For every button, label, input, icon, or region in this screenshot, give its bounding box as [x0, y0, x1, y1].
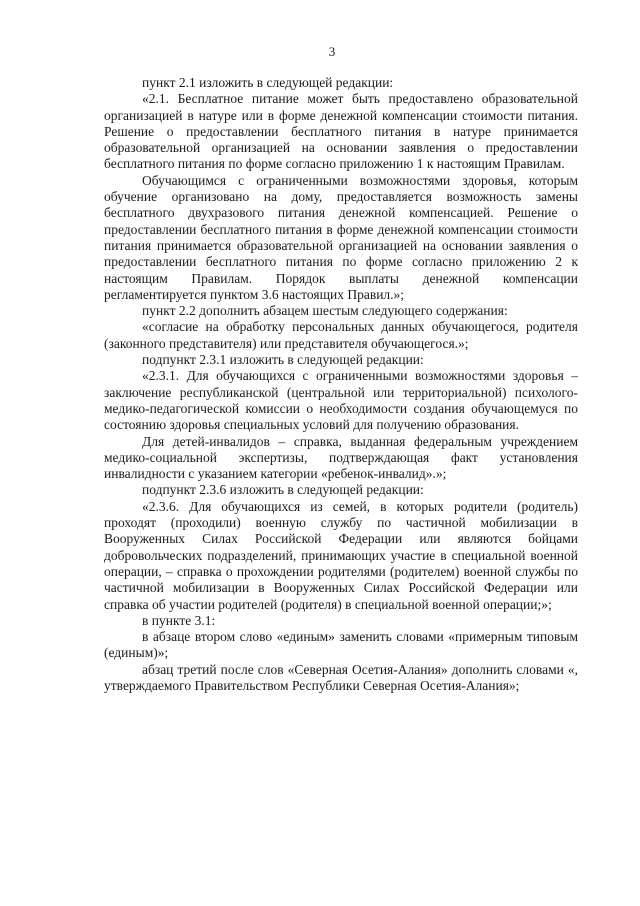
- paragraph-2-3-6-text: «2.3.6. Для обучающихся из семей, в которых родители (родитель) проходят (проходили) военную службу по частичной мобилизации в Вооруженных Силах Российской Федерации или являются бойцами добровольческих подразделений, принимающих участие в специальной военной операции, – справка о прохождении родителями (родителем) военной службы по частичной мобилизации в Вооруженных Силах Российской Федерации или справка об участии родителей (родителя) в специальной военной операции;»;: [104, 498, 578, 612]
- paragraph-2-1-home-education: Обучающимся с ограниченными возможностями здоровья, которым обучение организовано на дому, предоставляется возможность замены бесплатного двухразового питания денежной компенсацией. Решение о предоставлении бесплатного питания в форме денежной компенсации стоимости питания принимается образовательной организацией на основании заявления о предоставлении бесплатного питания по форме согласно приложению 2 к настоящим Правилам. Порядок выплаты денежной компенсации регламентируется пунктом 3.6 настоящих Правил.»;: [104, 172, 578, 302]
- paragraph-2-3-1-disabled-children: Для детей-инвалидов – справка, выданная федеральным учреждением медико-социальной экспертизы, подтверждающая факт установления инвалидности с указанием категории «ребенок-инвалид».»;: [104, 433, 578, 482]
- paragraph-amend-2-3-6: подпункт 2.3.6 изложить в следующей редакции:: [142, 482, 424, 498]
- paragraph-3-1-third: абзац третий после слов «Северная Осетия-Алания» дополнить словами «, утверждаемого Правительством Республики Северная Осетия-Алания»;: [104, 661, 578, 693]
- paragraph-2-1-text: «2.1. Бесплатное питание может быть предоставлено образовательной организацией в натуре или в форме денежной компенсации стоимости питания. Решение о предоставлении бесплатного питания в натуре принимается образовательной организацией на основании заявления о предоставлении бесплатного питания по форме согласно приложению 1 к настоящим Правилам.: [104, 91, 578, 172]
- paragraph-2-3-1-text: «2.3.1. Для обучающихся с ограниченными возможностями здоровья – заключение республиканской (центральной или территориальной) психолого-медико-педагогической комиссии о необходимости создания обучающемуся по состоянию здоровья специальных условий для получению образования.: [104, 368, 578, 433]
- paragraph-3-1-second: в абзаце втором слово «единым» заменить словами «примерным типовым (единым)»;: [104, 629, 578, 661]
- paragraph-2-2-consent: «согласие на обработку персональных данных обучающегося, родителя (законного представителя) или представителя обучающегося.»;: [104, 319, 578, 351]
- paragraph-amend-2-3-1: подпункт 2.3.1 изложить в следующей редакции:: [142, 352, 424, 368]
- paragraph-amend-2-1: пункт 2.1 изложить в следующей редакции:: [142, 75, 394, 90]
- document-body: [104, 75, 578, 694]
- paragraph-amend-2-2: пункт 2.2 дополнить абзацем шестым следующего содержания:: [142, 303, 508, 319]
- paragraph-point-3-1: в пункте 3.1:: [142, 612, 216, 628]
- page-number: 3: [328, 44, 336, 59]
